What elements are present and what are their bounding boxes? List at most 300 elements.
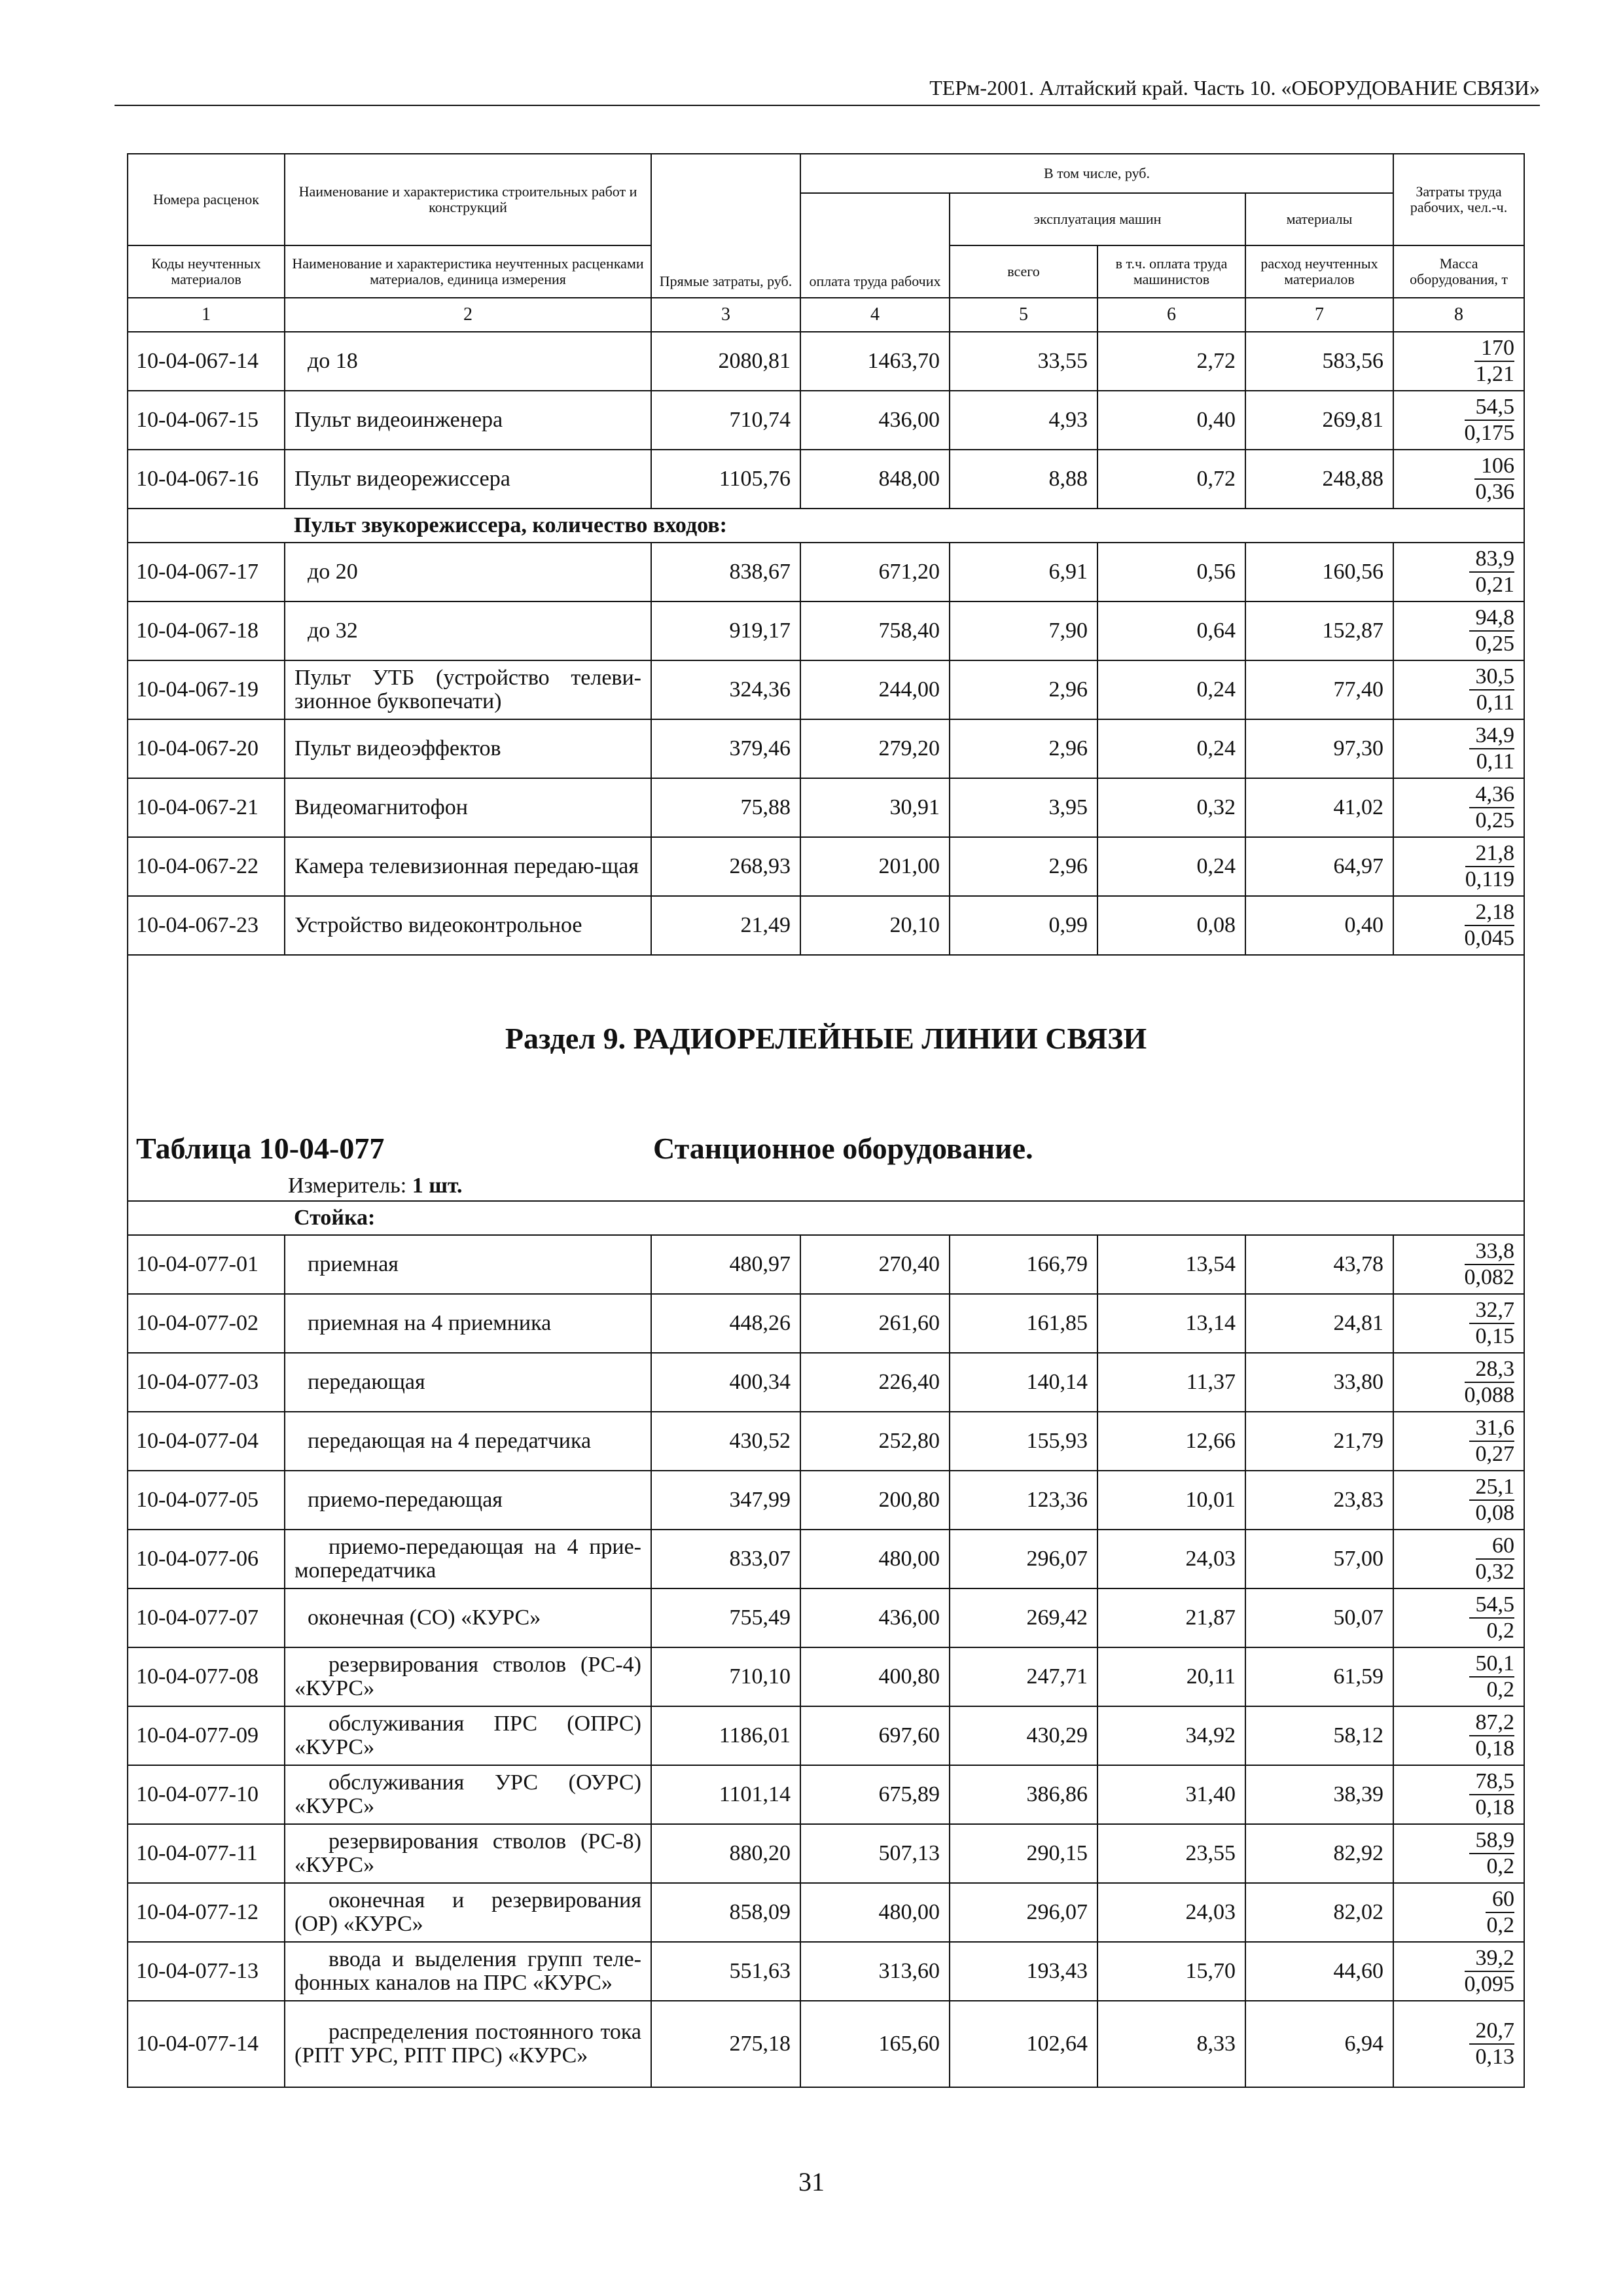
labor-hours: 87,2 xyxy=(1469,1710,1515,1736)
labor-cost: 480,00 xyxy=(800,1530,950,1588)
fraction xyxy=(1465,1946,1515,1997)
table-row xyxy=(128,1706,1524,1765)
equipment-mass: 0,18 xyxy=(1475,1795,1515,1820)
table-row xyxy=(128,1530,1524,1588)
equipment-mass: 0,21 xyxy=(1475,573,1515,597)
rate-code: 10-04-067-17 xyxy=(128,543,285,601)
machinist-labor-cost: 12,66 xyxy=(1097,1412,1245,1471)
machinist-labor-cost: 0,56 xyxy=(1097,543,1245,601)
table-row xyxy=(128,332,1524,391)
fraction xyxy=(1465,1239,1515,1290)
fraction xyxy=(1474,454,1514,505)
labor-cost: 313,60 xyxy=(800,1942,950,2001)
table-row xyxy=(128,1765,1524,1824)
labor-cost: 261,60 xyxy=(800,1294,950,1353)
table-row xyxy=(128,1353,1524,1412)
materials-cost: 269,81 xyxy=(1245,391,1393,450)
labor-cost: 400,80 xyxy=(800,1647,950,1706)
labor-hours-and-mass xyxy=(1393,1588,1524,1647)
table-row xyxy=(128,660,1524,719)
equipment-mass: 0,2 xyxy=(1486,1677,1515,1702)
direct-cost: 448,26 xyxy=(651,1294,800,1353)
equipment-mass: 0,11 xyxy=(1476,749,1515,774)
equipment-mass: 0,25 xyxy=(1475,632,1515,656)
table-row xyxy=(128,1883,1524,1942)
labor-hours-and-mass xyxy=(1393,1883,1524,1942)
subheading-row xyxy=(128,509,1524,543)
col-number: 2 xyxy=(285,298,651,332)
table-title: Станционное оборудование. xyxy=(653,1131,1033,1165)
rate-code: 10-04-077-13 xyxy=(128,1942,285,2001)
work-name: резервирования стволов (РС-8) «КУРС» xyxy=(285,1824,651,1883)
labor-hours: 2,18 xyxy=(1465,900,1515,926)
rate-code: 10-04-067-21 xyxy=(128,778,285,837)
materials-cost: 43,78 xyxy=(1245,1235,1393,1294)
empty-cell xyxy=(128,509,285,543)
col3-header: Прямые затраты, руб. xyxy=(651,154,800,298)
labor-hours-and-mass xyxy=(1393,896,1524,955)
labor-hours-and-mass xyxy=(1393,1824,1524,1883)
materials-cost: 33,80 xyxy=(1245,1353,1393,1412)
direct-cost: 347,99 xyxy=(651,1471,800,1530)
table-row xyxy=(128,1471,1524,1530)
work-name: ввода и выделения групп теле-фонных каналов на ПРС «КУРС» xyxy=(285,1942,651,2001)
materials-cost: 0,40 xyxy=(1245,896,1393,955)
equipment-mass: 0,2 xyxy=(1486,1913,1515,1937)
labor-hours: 60 xyxy=(1486,1887,1514,1913)
table-row xyxy=(128,1235,1524,1294)
fraction xyxy=(1469,1769,1515,1820)
labor-cost: 200,80 xyxy=(800,1471,950,1530)
empty-cell xyxy=(128,1201,285,1235)
labor-hours-and-mass xyxy=(1393,1530,1524,1588)
labor-hours-and-mass xyxy=(1393,391,1524,450)
machine-cost: 290,15 xyxy=(950,1824,1097,1883)
table-row xyxy=(128,837,1524,896)
rate-code: 10-04-067-14 xyxy=(128,332,285,391)
machinist-labor-cost: 11,37 xyxy=(1097,1353,1245,1412)
work-name: Пульт видеоинженера xyxy=(285,391,651,450)
labor-hours-and-mass xyxy=(1393,1353,1524,1412)
work-name: Пульт видеоэффектов xyxy=(285,719,651,778)
fraction xyxy=(1465,395,1515,446)
equipment-mass: 0,2 xyxy=(1486,1619,1515,1643)
fraction xyxy=(1469,1828,1515,1879)
direct-cost: 710,10 xyxy=(651,1647,800,1706)
subheading-rack: Стойка: xyxy=(285,1201,1524,1235)
page-number: 31 xyxy=(798,2167,825,2197)
labor-hours-and-mass xyxy=(1393,1942,1524,2001)
table-row xyxy=(128,778,1524,837)
materials-cost: 44,60 xyxy=(1245,1942,1393,2001)
labor-hours: 54,5 xyxy=(1469,1592,1515,1619)
materials-cost: 50,07 xyxy=(1245,1588,1393,1647)
rate-code: 10-04-067-22 xyxy=(128,837,285,896)
machine-cost: 33,55 xyxy=(950,332,1097,391)
group-machines-header: эксплуатация машин xyxy=(950,193,1245,245)
machine-cost: 2,96 xyxy=(950,837,1097,896)
equipment-mass: 0,119 xyxy=(1465,867,1515,891)
fraction xyxy=(1469,1710,1515,1761)
table-row xyxy=(128,1647,1524,1706)
meter-row xyxy=(128,1171,1524,1201)
fraction xyxy=(1469,605,1515,656)
work-name: обслуживания ПРС (ОПРС) «КУРС» xyxy=(285,1706,651,1765)
fraction xyxy=(1469,664,1515,715)
machine-cost: 296,07 xyxy=(950,1530,1097,1588)
col5-header: всего xyxy=(950,245,1097,298)
direct-cost: 755,49 xyxy=(651,1588,800,1647)
equipment-mass: 0,25 xyxy=(1475,808,1515,833)
rate-code: 10-04-077-10 xyxy=(128,1765,285,1824)
labor-hours: 34,9 xyxy=(1469,723,1515,749)
machinist-labor-cost: 0,72 xyxy=(1097,450,1245,509)
labor-hours-and-mass xyxy=(1393,719,1524,778)
labor-cost: 758,40 xyxy=(800,601,950,660)
machine-cost: 166,79 xyxy=(950,1235,1097,1294)
machinist-labor-cost: 24,03 xyxy=(1097,1530,1245,1588)
labor-hours-and-mass xyxy=(1393,1647,1524,1706)
work-name: Пульт УТБ (устройство телеви-зионное буквопечати) xyxy=(285,660,651,719)
rate-code: 10-04-077-05 xyxy=(128,1471,285,1530)
rate-code: 10-04-067-20 xyxy=(128,719,285,778)
machine-cost: 140,14 xyxy=(950,1353,1097,1412)
machinist-labor-cost: 21,87 xyxy=(1097,1588,1245,1647)
machinist-labor-cost: 15,70 xyxy=(1097,1942,1245,2001)
labor-cost: 675,89 xyxy=(800,1765,950,1824)
rate-code: 10-04-077-08 xyxy=(128,1647,285,1706)
rate-code: 10-04-077-04 xyxy=(128,1412,285,1471)
machinist-labor-cost: 24,03 xyxy=(1097,1883,1245,1942)
section-title: Раздел 9. РАДИОРЕЛЕЙНЫЕ ЛИНИИ СВЯЗИ xyxy=(128,955,1524,1125)
labor-hours-and-mass xyxy=(1393,543,1524,601)
rate-code: 10-04-067-15 xyxy=(128,391,285,450)
materials-cost: 97,30 xyxy=(1245,719,1393,778)
labor-hours-and-mass xyxy=(1393,601,1524,660)
machinist-labor-cost: 13,54 xyxy=(1097,1235,1245,1294)
rate-code: 10-04-077-06 xyxy=(128,1530,285,1588)
work-name: оконечная и резервирования (ОР) «КУРС» xyxy=(285,1883,651,1942)
labor-hours-and-mass xyxy=(1393,2001,1524,2087)
materials-cost: 38,39 xyxy=(1245,1765,1393,1824)
fraction xyxy=(1469,547,1515,598)
labor-cost: 848,00 xyxy=(800,450,950,509)
machine-cost: 102,64 xyxy=(950,2001,1097,2087)
machine-cost: 7,90 xyxy=(950,601,1097,660)
materials-cost: 24,81 xyxy=(1245,1294,1393,1353)
labor-hours: 21,8 xyxy=(1465,841,1514,867)
rate-code: 10-04-067-16 xyxy=(128,450,285,509)
fraction xyxy=(1469,723,1515,774)
labor-hours: 60 xyxy=(1476,1534,1515,1560)
work-name: приемо-передающая xyxy=(285,1471,651,1530)
machinist-labor-cost: 0,32 xyxy=(1097,778,1245,837)
fraction xyxy=(1469,1651,1515,1702)
table-row xyxy=(128,391,1524,450)
subheading-sound-console: Пульт звукорежиссера, количество входов: xyxy=(285,509,1524,543)
rate-code: 10-04-077-12 xyxy=(128,1883,285,1942)
col-number: 3 xyxy=(651,298,800,332)
labor-cost: 507,13 xyxy=(800,1824,950,1883)
work-name: обслуживания УРС (ОУРС) «КУРС» xyxy=(285,1765,651,1824)
col-number: 5 xyxy=(950,298,1097,332)
machine-cost: 430,29 xyxy=(950,1706,1097,1765)
equipment-mass: 0,36 xyxy=(1475,480,1515,504)
labor-hours: 54,5 xyxy=(1465,395,1515,421)
machine-cost: 0,99 xyxy=(950,896,1097,955)
equipment-mass: 0,27 xyxy=(1475,1442,1515,1466)
labor-cost: 671,20 xyxy=(800,543,950,601)
fraction xyxy=(1476,1534,1515,1585)
rate-code: 10-04-067-23 xyxy=(128,896,285,955)
labor-cost: 244,00 xyxy=(800,660,950,719)
labor-hours-and-mass xyxy=(1393,1294,1524,1353)
materials-cost: 77,40 xyxy=(1245,660,1393,719)
direct-cost: 400,34 xyxy=(651,1353,800,1412)
rate-code: 10-04-077-03 xyxy=(128,1353,285,1412)
machine-cost: 247,71 xyxy=(950,1647,1097,1706)
direct-cost: 324,36 xyxy=(651,660,800,719)
labor-hours: 28,3 xyxy=(1465,1357,1515,1383)
direct-cost: 275,18 xyxy=(651,2001,800,2087)
machine-cost: 6,91 xyxy=(950,543,1097,601)
direct-cost: 838,67 xyxy=(651,543,800,601)
machine-cost: 296,07 xyxy=(950,1883,1097,1942)
materials-cost: 41,02 xyxy=(1245,778,1393,837)
labor-cost: 436,00 xyxy=(800,391,950,450)
machinist-labor-cost: 0,64 xyxy=(1097,601,1245,660)
fraction xyxy=(1474,336,1514,387)
table-row xyxy=(128,1294,1524,1353)
machinist-labor-cost: 0,24 xyxy=(1097,660,1245,719)
col7-header-bottom: расход неучтенных материалов xyxy=(1245,245,1393,298)
direct-cost: 379,46 xyxy=(651,719,800,778)
labor-hours: 32,7 xyxy=(1469,1298,1515,1324)
work-name: Видеомагнитофон xyxy=(285,778,651,837)
equipment-mass: 0,095 xyxy=(1464,1972,1515,1996)
labor-cost: 697,60 xyxy=(800,1706,950,1765)
labor-cost: 226,40 xyxy=(800,1353,950,1412)
equipment-mass: 0,045 xyxy=(1464,926,1515,950)
direct-cost: 1101,14 xyxy=(651,1765,800,1824)
work-name: приемная xyxy=(285,1235,651,1294)
labor-cost: 165,60 xyxy=(800,2001,950,2087)
materials-cost: 58,12 xyxy=(1245,1706,1393,1765)
meter-cell xyxy=(128,1171,1524,1201)
materials-cost: 583,56 xyxy=(1245,332,1393,391)
machine-cost: 2,96 xyxy=(950,719,1097,778)
materials-cost: 61,59 xyxy=(1245,1647,1393,1706)
materials-cost: 82,92 xyxy=(1245,1824,1393,1883)
labor-hours: 20,7 xyxy=(1469,2018,1515,2045)
table-row xyxy=(128,1942,1524,2001)
labor-hours: 50,1 xyxy=(1469,1651,1515,1677)
equipment-mass: 0,11 xyxy=(1476,691,1515,715)
machine-cost: 155,93 xyxy=(950,1412,1097,1471)
labor-hours: 31,6 xyxy=(1469,1416,1515,1442)
work-name: приемная на 4 приемника xyxy=(285,1294,651,1353)
fraction xyxy=(1469,782,1515,833)
materials-cost: 152,87 xyxy=(1245,601,1393,660)
fraction xyxy=(1465,900,1515,951)
col-number: 7 xyxy=(1245,298,1393,332)
labor-cost: 270,40 xyxy=(800,1235,950,1294)
col7-header-top: материалы xyxy=(1245,193,1393,245)
rate-code: 10-04-067-18 xyxy=(128,601,285,660)
equipment-mass: 0,15 xyxy=(1475,1324,1515,1348)
direct-cost: 268,93 xyxy=(651,837,800,896)
labor-hours: 25,1 xyxy=(1469,1475,1515,1501)
labor-cost: 201,00 xyxy=(800,837,950,896)
rates-table xyxy=(127,153,1525,2088)
direct-cost: 710,74 xyxy=(651,391,800,450)
fraction xyxy=(1465,841,1514,892)
direct-cost: 551,63 xyxy=(651,1942,800,2001)
materials-cost: 64,97 xyxy=(1245,837,1393,896)
direct-cost: 2080,81 xyxy=(651,332,800,391)
work-name: распределения постоянного тока (РПТ УРС, РПТ ПРС) «КУРС» xyxy=(285,2001,651,2087)
equipment-mass: 0,18 xyxy=(1475,1736,1515,1761)
direct-cost: 858,09 xyxy=(651,1883,800,1942)
table-row xyxy=(128,2001,1524,2087)
machinist-labor-cost: 2,72 xyxy=(1097,332,1245,391)
rate-code: 10-04-077-07 xyxy=(128,1588,285,1647)
col8-header-top: Затраты труда рабочих, чел.-ч. xyxy=(1393,154,1524,245)
equipment-mass: 0,2 xyxy=(1486,1854,1515,1878)
direct-cost: 430,52 xyxy=(651,1412,800,1471)
machine-cost: 3,95 xyxy=(950,778,1097,837)
equipment-mass: 0,082 xyxy=(1464,1265,1515,1289)
labor-hours: 94,8 xyxy=(1469,605,1515,632)
materials-cost: 21,79 xyxy=(1245,1412,1393,1471)
machine-cost: 123,36 xyxy=(950,1471,1097,1530)
direct-cost: 833,07 xyxy=(651,1530,800,1588)
labor-cost: 252,80 xyxy=(800,1412,950,1471)
labor-cost: 20,10 xyxy=(800,896,950,955)
work-name: до 32 xyxy=(285,601,651,660)
labor-hours-and-mass xyxy=(1393,1765,1524,1824)
rate-code: 10-04-077-01 xyxy=(128,1235,285,1294)
labor-hours: 4,36 xyxy=(1469,782,1515,808)
col-number: 6 xyxy=(1097,298,1245,332)
direct-cost: 919,17 xyxy=(651,601,800,660)
meter-value: 1 шт. xyxy=(412,1173,463,1198)
labor-hours: 106 xyxy=(1474,454,1514,480)
col8-header-bottom: Масса оборудования, т xyxy=(1393,245,1524,298)
labor-cost: 480,00 xyxy=(800,1883,950,1942)
table-row xyxy=(128,601,1524,660)
materials-cost: 57,00 xyxy=(1245,1530,1393,1588)
direct-cost: 21,49 xyxy=(651,896,800,955)
machinist-labor-cost: 0,24 xyxy=(1097,719,1245,778)
fraction xyxy=(1469,1298,1515,1349)
rate-code: 10-04-077-11 xyxy=(128,1824,285,1883)
direct-cost: 1105,76 xyxy=(651,450,800,509)
machinist-labor-cost: 0,40 xyxy=(1097,391,1245,450)
labor-hours: 30,5 xyxy=(1469,664,1515,691)
subheading-row xyxy=(128,1201,1524,1235)
meter-label: Измеритель: xyxy=(288,1173,412,1198)
group-incl-header: В том числе, руб. xyxy=(800,154,1393,193)
machinist-labor-cost: 13,14 xyxy=(1097,1294,1245,1353)
col-number: 4 xyxy=(800,298,950,332)
equipment-mass: 1,21 xyxy=(1475,362,1515,386)
table-row xyxy=(128,719,1524,778)
machinist-labor-cost: 31,40 xyxy=(1097,1765,1245,1824)
equipment-mass: 0,13 xyxy=(1475,2045,1515,2069)
labor-hours-and-mass xyxy=(1393,332,1524,391)
work-name: приемо-передающая на 4 прие-мопередатчика xyxy=(285,1530,651,1588)
fraction xyxy=(1486,1887,1514,1938)
table-row xyxy=(128,1412,1524,1471)
machine-cost: 2,96 xyxy=(950,660,1097,719)
running-header: ТЕРм-2001. Алтайский край. Часть 10. «ОБОРУДОВАНИЕ СВЯЗИ» xyxy=(115,71,1540,106)
fraction xyxy=(1469,1416,1515,1467)
machinist-labor-cost: 20,11 xyxy=(1097,1647,1245,1706)
col1-header-bottom: Коды неучтенных материалов xyxy=(128,245,285,298)
equipment-mass: 0,088 xyxy=(1464,1383,1515,1407)
labor-hours-and-mass xyxy=(1393,1412,1524,1471)
rate-code: 10-04-077-14 xyxy=(128,2001,285,2087)
labor-hours: 83,9 xyxy=(1469,547,1515,573)
labor-hours-and-mass xyxy=(1393,778,1524,837)
materials-cost: 82,02 xyxy=(1245,1883,1393,1942)
materials-cost: 248,88 xyxy=(1245,450,1393,509)
table-row xyxy=(128,450,1524,509)
rate-code: 10-04-077-09 xyxy=(128,1706,285,1765)
fraction xyxy=(1469,1592,1515,1643)
materials-cost: 160,56 xyxy=(1245,543,1393,601)
labor-hours-and-mass xyxy=(1393,837,1524,896)
work-name: Пульт видеорежиссера xyxy=(285,450,651,509)
col2-header-top: Наименование и характеристика строительных работ и конструкций xyxy=(285,154,651,245)
labor-cost: 436,00 xyxy=(800,1588,950,1647)
labor-cost: 30,91 xyxy=(800,778,950,837)
labor-hours-and-mass xyxy=(1393,1471,1524,1530)
work-name: оконечная (СО) «КУРС» xyxy=(285,1588,651,1647)
rate-code: 10-04-067-19 xyxy=(128,660,285,719)
table-label: Таблица 10-04-077 xyxy=(136,1131,385,1165)
machinist-labor-cost: 8,33 xyxy=(1097,2001,1245,2087)
labor-hours: 58,9 xyxy=(1469,1828,1515,1854)
rate-code: 10-04-077-02 xyxy=(128,1294,285,1353)
equipment-mass: 0,08 xyxy=(1475,1501,1515,1525)
equipment-mass: 0,175 xyxy=(1464,421,1515,445)
col1-header-top: Номера расценок xyxy=(128,154,285,245)
fraction xyxy=(1469,2018,1515,2070)
col-number: 1 xyxy=(128,298,285,332)
work-name: Камера телевизионная передаю-щая xyxy=(285,837,651,896)
table-row xyxy=(128,1588,1524,1647)
col2-header-bottom: Наименование и характеристика неучтенных расценками материалов, единица измерения xyxy=(285,245,651,298)
labor-hours: 33,8 xyxy=(1465,1239,1515,1265)
work-name: передающая xyxy=(285,1353,651,1412)
direct-cost: 880,20 xyxy=(651,1824,800,1883)
machine-cost: 8,88 xyxy=(950,450,1097,509)
machinist-labor-cost: 23,55 xyxy=(1097,1824,1245,1883)
table-row xyxy=(128,1824,1524,1883)
col-number: 8 xyxy=(1393,298,1524,332)
labor-hours: 170 xyxy=(1474,336,1514,362)
table-title-row xyxy=(128,1125,1524,1171)
labor-hours-and-mass xyxy=(1393,450,1524,509)
table-row xyxy=(128,543,1524,601)
section-row xyxy=(128,955,1524,1125)
machine-cost: 161,85 xyxy=(950,1294,1097,1353)
materials-cost: 6,94 xyxy=(1245,2001,1393,2087)
machinist-labor-cost: 0,24 xyxy=(1097,837,1245,896)
table-title-cell xyxy=(128,1125,1524,1171)
